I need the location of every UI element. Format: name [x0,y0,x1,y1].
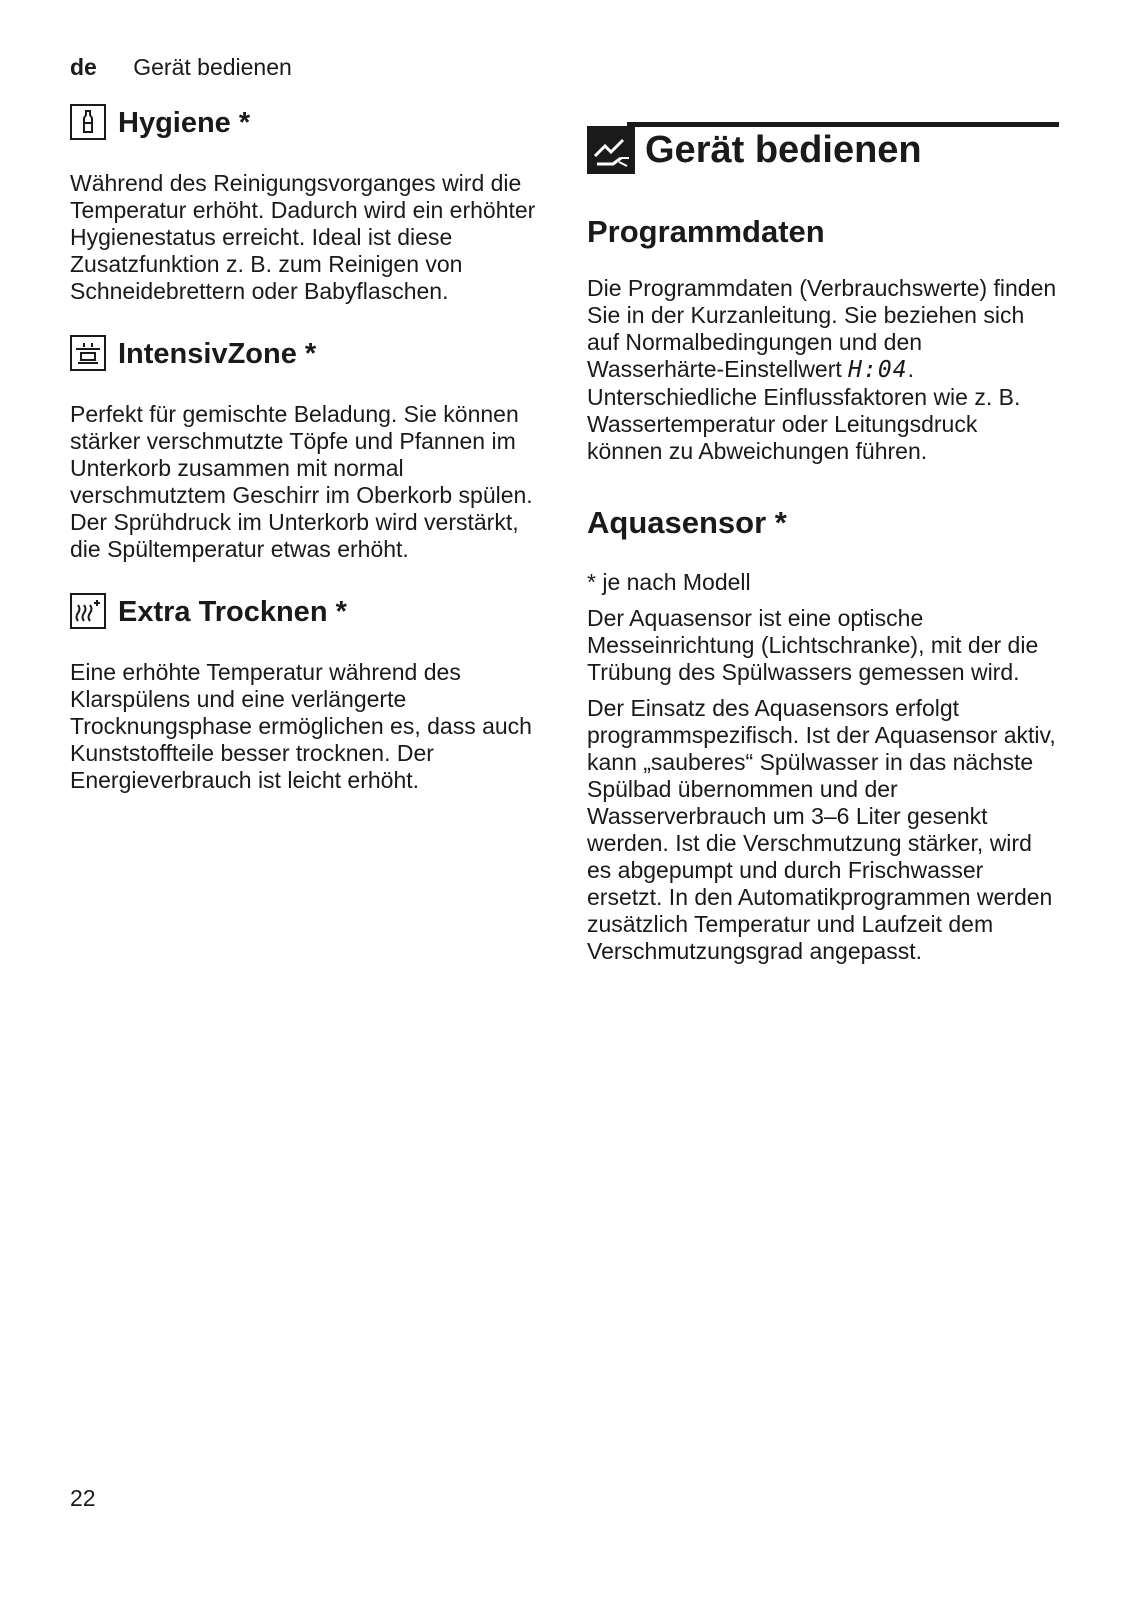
section-extra-trocknen [70,593,540,794]
section-aquasensor [587,505,1059,965]
model-note: * je nach Modell [587,569,751,595]
section-title: Aquasensor * [587,505,787,540]
section-text: Während des Reinigungsvorganges wird die Temperatur erhöht. Dadurch wird ein erhöhter Hygienestatus erreicht. Ideal ist diese Zusatzfunktion z. B. zum Reinigen von Schneidebrettern oder Babyflaschen. [70,170,536,304]
section-programmdaten [587,214,1059,465]
extra-dry-icon [70,593,106,629]
section-title: Extra Trocknen * [118,596,347,628]
bottle-icon [70,104,106,140]
intensive-zone-icon [70,335,106,371]
chapter-rule [627,122,1059,127]
right-column [587,118,1059,965]
chapter-heading [587,118,1059,174]
section-text: Eine erhöhte Temperatur während des Klarspülens und eine verlängerte Trocknungsphase ermöglichen es, dass auch Kunststoffteile besser trocknen. Der Energieverbrauch ist leicht erhöht. [70,659,532,793]
paragraph: Der Einsatz des Aquasensors erfolgt programmspezifisch. Ist der Aquasensor aktiv, kann „sauberes“ Spülwasser in das nächste Spülbad übernommen und der Wasserverbrauch um 3–6 Liter gesenkt werden. Ist die Verschmutzung stärker, wird es abgepumpt und durch Frischwasser ersetzt. In den Automatikprogrammen werden zusätzlich Temperatur und Laufzeit dem Verschmutzungsgrad angepasst. [587,695,1056,964]
hand-operation-icon [587,126,635,174]
header-title: Gerät bedienen [133,54,292,80]
section-text [587,275,1059,465]
text-before: Die Programmdaten (Verbrauchswerte) finden Sie in der Kurzanleitung. Sie beziehen sich auf Normalbedingungen und den Wasserhärte-Einstellwert [587,275,1057,382]
language-code: de [70,54,97,80]
paragraph: Der Aquasensor ist eine optische Messeinrichtung (Lichtschranke), mit der die Trübung des Spülwassers gemessen wird. [587,605,1039,685]
text-after: . Unterschiedliche Einflussfaktoren wie z. B. Wassertemperatur oder Leitungsdruck können zu Abweichungen führen. [587,356,1021,464]
section-intensivzone [70,335,540,563]
section-hygiene [70,104,540,305]
section-title: IntensivZone * [118,338,317,370]
chapter-title: Gerät bedienen [645,128,922,171]
left-column [70,104,540,794]
section-heading [70,335,540,371]
section-heading [70,104,540,140]
section-title: Programmdaten [587,214,825,249]
page-number: 22 [70,1485,96,1511]
page-header [70,54,292,81]
lcd-value: H:04 [848,357,908,383]
section-heading [70,593,540,629]
section-title: Hygiene * [118,107,251,139]
section-text: Perfekt für gemischte Beladung. Sie können stärker verschmutzte Töpfe und Pfannen im Unterkorb zusammen mit normal verschmutztem Geschirr im Oberkorb spülen. Der Sprühdruck im Unterkorb wird verstärkt, die Spültemperatur etwas erhöht. [70,401,533,562]
